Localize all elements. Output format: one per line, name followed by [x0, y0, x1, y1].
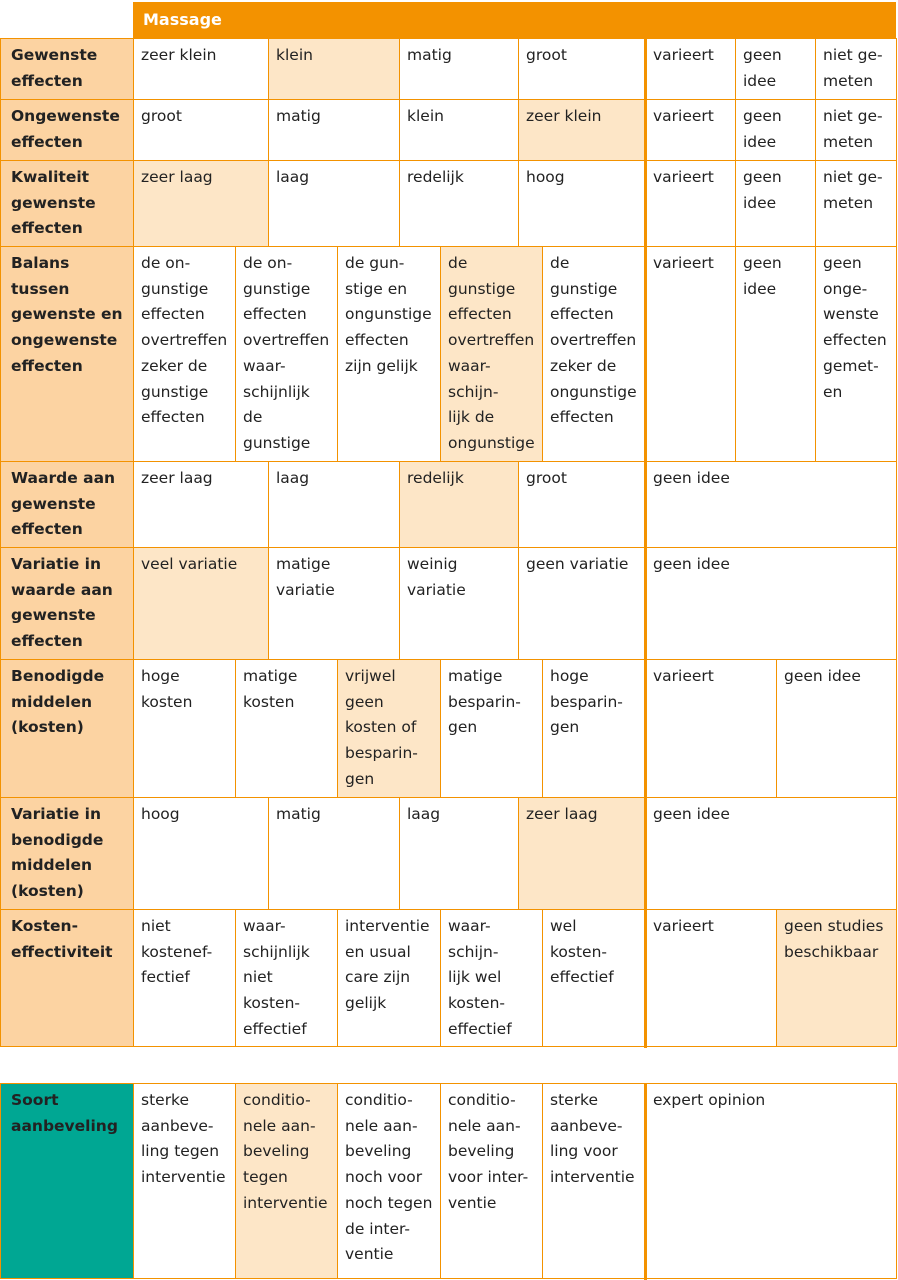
option-cell: interventie en usual care zijn gelijk — [337, 909, 441, 1047]
row-label: Variatie in waarde aan gewenste effecten — [0, 547, 134, 660]
option-cell: matige variatie — [268, 547, 400, 660]
extra-option-cell: varieert — [645, 659, 777, 798]
row-label: Gewenste effecten — [0, 38, 134, 100]
option-cell: weinig variatie — [399, 547, 519, 660]
option-cell: hoog — [518, 160, 646, 247]
extra-option-cell: geen studies beschikbaar — [776, 909, 897, 1047]
option-cell: groot — [518, 461, 646, 548]
option-cell: zeer klein — [133, 38, 269, 100]
extra-option-cell: geen idee — [645, 797, 897, 910]
row-label: Ongewenste effecten — [0, 99, 134, 161]
option-cell: matige kosten — [235, 659, 338, 798]
option-cell: de gunstige effecten overtreffen zeker de ongunstige effecten — [542, 246, 646, 462]
extra-option-cell: geen idee — [776, 659, 897, 798]
recommendation-extra-cell: expert opinion — [645, 1083, 897, 1279]
extra-option-cell: niet ge- meten — [815, 99, 897, 161]
row-label: Kwaliteit gewenste effecten — [0, 160, 134, 247]
extra-option-cell: geen idee — [645, 547, 897, 660]
option-cell: vrijwel geen kosten of besparin- gen — [337, 659, 441, 798]
option-cell: geen variatie — [518, 547, 646, 660]
option-cell: laag — [399, 797, 519, 910]
extra-option-cell: niet ge- meten — [815, 160, 897, 247]
option-cell: niet kostenef- fectief — [133, 909, 236, 1047]
row-label: Benodigde middelen (kosten) — [0, 659, 134, 798]
option-cell: de gunstige effecten overtreffen waar- schijn- lijk de ongunstige — [440, 246, 543, 462]
option-cell: redelijk — [399, 461, 519, 548]
option-cell: klein — [399, 99, 519, 161]
option-cell: zeer laag — [518, 797, 646, 910]
column-separator — [644, 1083, 647, 1280]
option-cell: redelijk — [399, 160, 519, 247]
recommendation-option-cell: conditio- nele aan- beveling voor inter- ventie — [440, 1083, 543, 1279]
option-cell: matig — [399, 38, 519, 100]
option-cell: de gun- stige en ongunstige effecten zijn gelijk — [337, 246, 441, 462]
extra-option-cell: geen idee — [735, 38, 816, 100]
extra-option-cell: varieert — [645, 99, 736, 161]
recommendation-option-cell: conditio- nele aan- beveling noch voor noch tegen de inter- ventie — [337, 1083, 441, 1279]
option-cell: zeer laag — [133, 461, 269, 548]
option-cell: laag — [268, 160, 400, 247]
option-cell: matig — [268, 99, 400, 161]
extra-option-cell: geen idee — [735, 246, 816, 462]
option-cell: matige besparin- gen — [440, 659, 543, 798]
row-label: Variatie in benodigde middelen (kosten) — [0, 797, 134, 910]
option-cell: matig — [268, 797, 400, 910]
option-cell: hoge besparin- gen — [542, 659, 646, 798]
option-cell: groot — [518, 38, 646, 100]
option-cell: groot — [133, 99, 269, 161]
option-cell: zeer laag — [133, 160, 269, 247]
column-separator — [644, 38, 647, 1048]
recommendation-label: Soort aanbeveling — [0, 1083, 134, 1279]
option-cell: veel variatie — [133, 547, 269, 660]
row-label: Waarde aan gewenste effecten — [0, 461, 134, 548]
table-title: Massage — [133, 2, 896, 38]
option-cell: klein — [268, 38, 400, 100]
extra-option-cell: varieert — [645, 909, 777, 1047]
extra-option-cell: varieert — [645, 246, 736, 462]
option-cell: hoge kosten — [133, 659, 236, 798]
option-cell: waar- schijn- lijk wel kosten- effectief — [440, 909, 543, 1047]
recommendation-option-cell: sterke aanbeve- ling voor interventie — [542, 1083, 646, 1279]
option-cell: waar- schijnlijk niet kosten- effectief — [235, 909, 338, 1047]
option-cell: hoog — [133, 797, 269, 910]
option-cell: laag — [268, 461, 400, 548]
option-cell: zeer klein — [518, 99, 646, 161]
option-cell: de on- gunstige effecten overtreffen zeker de gunstige effecten — [133, 246, 236, 462]
extra-option-cell: varieert — [645, 38, 736, 100]
extra-option-cell: geen onge- wenste effecten gemet- en — [815, 246, 897, 462]
extra-option-cell: geen idee — [735, 160, 816, 247]
row-label: Kosten- effectiviteit — [0, 909, 134, 1047]
row-label: Balans tussen gewenste en ongewenste effecten — [0, 246, 134, 462]
option-cell: wel kosten- effectief — [542, 909, 646, 1047]
option-cell: de on- gunstige effecten overtreffen waar- schijnlijk de gunstige — [235, 246, 338, 462]
extra-option-cell: geen idee — [645, 461, 897, 548]
extra-option-cell: niet ge- meten — [815, 38, 897, 100]
extra-option-cell: varieert — [645, 160, 736, 247]
recommendation-option-cell: sterke aanbeve- ling tegen interventie — [133, 1083, 236, 1279]
recommendation-option-cell: conditio- nele aan- beveling tegen interventie — [235, 1083, 338, 1279]
extra-option-cell: geen idee — [735, 99, 816, 161]
